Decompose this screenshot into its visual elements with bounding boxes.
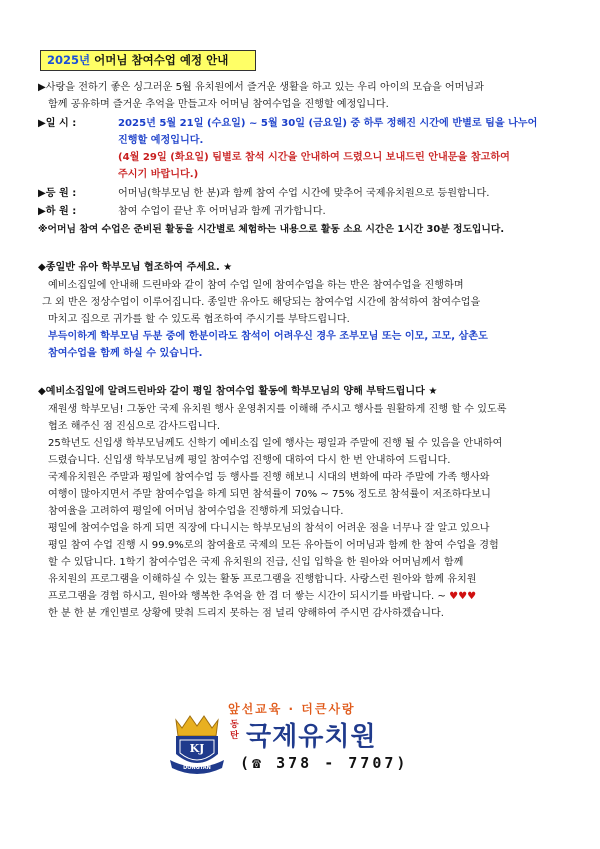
schedule-line-1 <box>38 116 568 133</box>
section2-line-2: 협조 해주신 점 진심으로 감사드립니다. <box>48 421 221 432</box>
departure-line <box>38 204 568 221</box>
section2-line-1: 재원생 학부모님! 그동안 국제 유치원 행사 운영취지를 이해해 주시고 행사를 원활하게 진행 할 수 있도록 <box>48 404 507 415</box>
section2-line-5: 국제유치원은 주말과 평일에 참여수업 등 행사를 진행 해보니 시대의 변화에 따라 주말에 가족 행사와 <box>48 472 490 483</box>
section1-blue-line-2: 참여수업을 함께 하실 수 있습니다. <box>48 348 203 359</box>
logo-phone: (☎ 378 - 7707) <box>240 754 409 772</box>
section2-line-6: 여행이 많아지면서 주말 참여수업을 하게 되면 참석률이 70% ~ 75% 정도로 참석률이 저조하다보니 <box>48 489 491 500</box>
section2-line-10: 할 수 있답니다. 1학기 참여수업은 국제 유치원의 진급, 신입 입학을 한 원아와 어머님께서 함께 <box>48 557 464 568</box>
schedule-label: ▶일 시 : <box>38 118 77 129</box>
notice-title <box>40 50 256 71</box>
emblem-ribbon: DONGTAN <box>183 765 211 771</box>
logo-prefix: 동탄 <box>230 720 239 741</box>
section2-line-8: 평일에 참여수업을 하게 되면 직장에 다니시는 학부모님의 참석이 어려운 점을 너무나 잘 알고 있으나 <box>48 523 490 534</box>
departure-label: ▶하 원 : <box>38 206 77 217</box>
schedule-dates: 2025년 5월 21일 (수요일) ~ 5월 30일 (금요일) 중 하루 정해진 시간에 반별로 팀을 나누어 <box>118 118 538 129</box>
section2-heading: ◆예비소집일에 알려드린바와 같이 평일 참여수업 활동에 학부모님의 양해 부탁드립니다 ★ <box>38 386 438 397</box>
logo-name <box>230 716 377 753</box>
section2-line-13: 한 분 한 분 개인별로 상황에 맞춰 드리지 못하는 점 널리 양해하여 주시면 감사하겠습니다. <box>48 608 444 619</box>
departure-text: 참여 수업이 끝난 후 어머님과 함께 귀가합니다. <box>118 206 326 217</box>
intro-line-2: 함께 공유하며 즐거운 추억을 만들고자 어머님 참여수업을 진행할 예정입니다. <box>48 99 389 110</box>
arrival-text: 어머님(학부모님 한 분)과 함께 참여 수업 시간에 맞추어 국제유치원으로 등원합니다. <box>118 188 490 199</box>
intro-line-1: ▶사랑을 전하기 좋은 싱그러운 5월 유치원에서 즐거운 생활을 하고 있는 우리 아이의 모습을 어머님과 <box>38 82 484 93</box>
schedule-note-2: 주시기 바랍니다.) <box>118 169 199 180</box>
title-text: 어머님 참여수업 예정 안내 <box>94 53 229 67</box>
logo-name-text: 국제유치원 <box>246 722 377 752</box>
section1-line-2: 그 외 반은 정상수업이 이루어집니다. 종일반 유아도 해당되는 참여수업 시간에 참석하여 참여수업을 <box>42 297 481 308</box>
section2-line-7: 참여율을 고려하여 평일에 어머님 참여수업을 진행하게 되었습니다. <box>48 506 344 517</box>
arrival-label: ▶등 원 : <box>38 188 77 199</box>
duration-note: ※어머님 참여 수업은 준비된 활동을 시간별로 체험하는 내용으로 활동 소요 시간은 1시간 30분 정도입니다. <box>38 224 505 235</box>
schedule-note-1: (4월 29일 (화요일) 팀별로 참석 시간을 안내하여 드렸으니 보내드린 안내문을 참고하여 <box>118 152 510 163</box>
section2-line-3: 25학년도 신입생 학부모님께도 신학기 예비소집 일에 행사는 평일과 주말에 진행 될 수 있음을 안내하여 <box>48 438 503 449</box>
schedule-line-2: 진행할 예정입니다. <box>118 135 204 146</box>
kindergarten-logo <box>168 700 428 780</box>
title-year: 2025년 <box>47 53 91 67</box>
section2-line-11: 유치원의 프로그램을 이해하실 수 있는 활동 프로그램을 진행합니다. 사랑스런 원아와 함께 유치원 <box>48 574 477 585</box>
logo-slogan: 앞선교육 · 더큰사랑 <box>228 702 356 716</box>
kindergarten-emblem-icon <box>168 710 226 778</box>
section1-line-1: 예비소집일에 안내해 드린바와 같이 참여 수업 일에 참여수업을 하는 반은 참여수업을 진행하며 <box>48 280 464 291</box>
hearts: ♥♥♥ <box>449 591 477 602</box>
section2-line-12 <box>48 589 578 606</box>
arrival-line <box>38 186 568 203</box>
section2-line-4: 드렸습니다. 신입생 학부모님께 평일 참여수업 진행에 대하여 다시 한 번 안내하여 드립니다. <box>48 455 451 466</box>
section2-line-12-text: 프로그램을 경험 하시고, 원아와 행복한 추억을 한 겹 더 쌓는 시간이 되시기를 바랍니다. ~ <box>48 591 446 602</box>
section1-line-3: 마치고 집으로 귀가를 할 수 있도록 협조하여 주시기를 부탁드립니다. <box>48 314 350 325</box>
emblem-letters: KJ <box>189 742 205 755</box>
section1-blue-line-1: 부득이하게 학부모님 두분 중에 한분이라도 참석이 어려우신 경우 조부모님 또는 이모, 고모, 삼촌도 <box>48 331 488 342</box>
section1-heading: ◆종일반 유아 학부모님 협조하여 주세요. ★ <box>38 262 233 273</box>
section2-line-9: 평일 참여 수업 진행 시 99.9%로의 참여율로 국제의 모든 유아들이 어머님과 함께 한 참여 수업을 경험 <box>48 540 499 551</box>
